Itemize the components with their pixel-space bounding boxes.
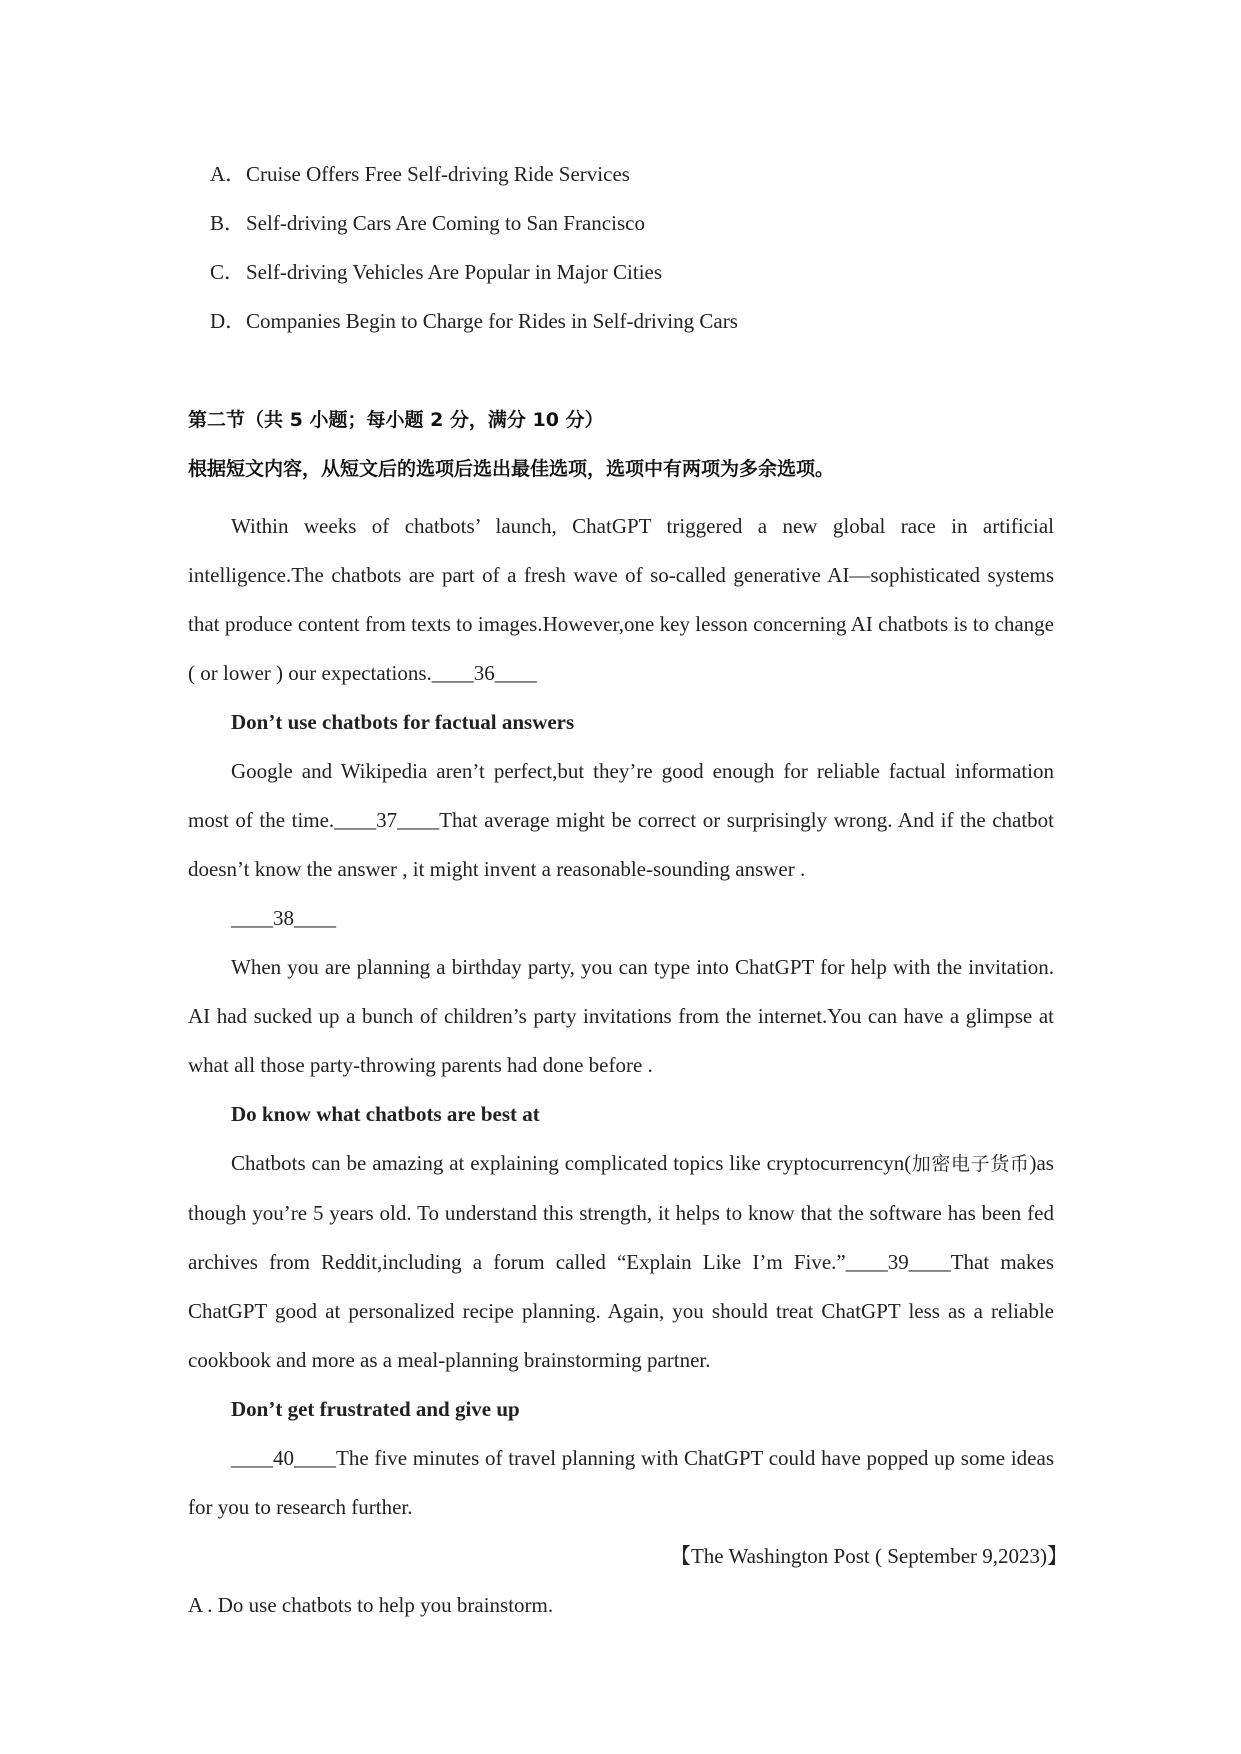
option-text: Self-driving Cars Are Coming to San Francisco	[246, 211, 645, 235]
passage-paragraph-5	[188, 1139, 1054, 1385]
option-d	[210, 305, 1110, 354]
option-text: Cruise Offers Free Self-driving Ride Services	[246, 162, 630, 186]
passage-paragraph-2: Google and Wikipedia aren’t perfect,but they’re good enough for reliable factual information most of the time.____37____That average might be correct or surprisingly wrong. And if the chatbot doesn’t know the answer , it might invent a reasonable-sounding answer .	[188, 759, 1054, 881]
paragraph-5-cjk-gloss: 加密电子货币	[911, 1153, 1030, 1175]
option-letter: D．	[210, 309, 247, 333]
passage-subheading-1: Don’t use chatbots for factual answers	[231, 710, 575, 734]
passage-paragraph-6: ____40____The five minutes of travel planning with ChatGPT could have popped up some ideas for you to research further.	[188, 1446, 1054, 1519]
passage-blank-38: ____38____	[231, 906, 336, 930]
section-two	[188, 404, 1068, 1630]
answer-option-a: A . Do use chatbots to help you brainstorm.	[188, 1593, 554, 1617]
passage-paragraph-1: Within weeks of chatbots’ launch, ChatGPT triggered a new global race in artificial intelligence.The chatbots are part of a fresh wave of so-called generative AI—sophisticated systems that produce content from texts to images.However,one key lesson concerning AI chatbots is to change ( or lower ) our expectations.____36____	[188, 514, 1054, 685]
paragraph-5-text-a: Chatbots can be amazing at explaining complicated topics like cryptocurrencyn(	[231, 1151, 912, 1175]
option-letter: B．	[210, 211, 246, 235]
section-instruction: 根据短文内容，从短文后的选项后选出最佳选项，选项中有两项为多余选项。	[188, 458, 835, 480]
option-letter: C．	[210, 260, 246, 284]
passage-source: 【The Washington Post ( September 9,2023)】	[669, 1544, 1068, 1568]
option-c	[210, 256, 1110, 305]
option-text: Self-driving Vehicles Are Popular in Major Cities	[246, 260, 663, 284]
passage-subheading-2: Do know what chatbots are best at	[231, 1102, 540, 1126]
section-title: 第二节（共 5 小题；每小题 2 分，满分 10 分）	[188, 409, 604, 431]
option-a	[210, 158, 1110, 207]
option-text: Companies Begin to Charge for Rides in Self-driving Cars	[246, 309, 738, 333]
option-letter: A．	[210, 162, 247, 186]
passage-subheading-3: Don’t get frustrated and give up	[231, 1397, 520, 1421]
paragraph-5-text-b: )as though you’re 5 years old. To understand this strength, it helps to know that the software has been fed archives from Reddit,including a forum called “Explain Like I’m Five.”____39____That makes ChatGPT good at personalized recipe planning. Again, you should treat ChatGPT less as a reliable cookbook and more as a meal-planning brainstorming partner.	[188, 1151, 1054, 1372]
passage-paragraph-4: When you are planning a birthday party, you can type into ChatGPT for help with the invitation. AI had sucked up a bunch of children’s party invitations from the internet.You can have a glimpse at what all those party-throwing parents had done before .	[188, 955, 1054, 1077]
option-b	[210, 207, 1110, 256]
previous-question-options	[210, 158, 1110, 354]
